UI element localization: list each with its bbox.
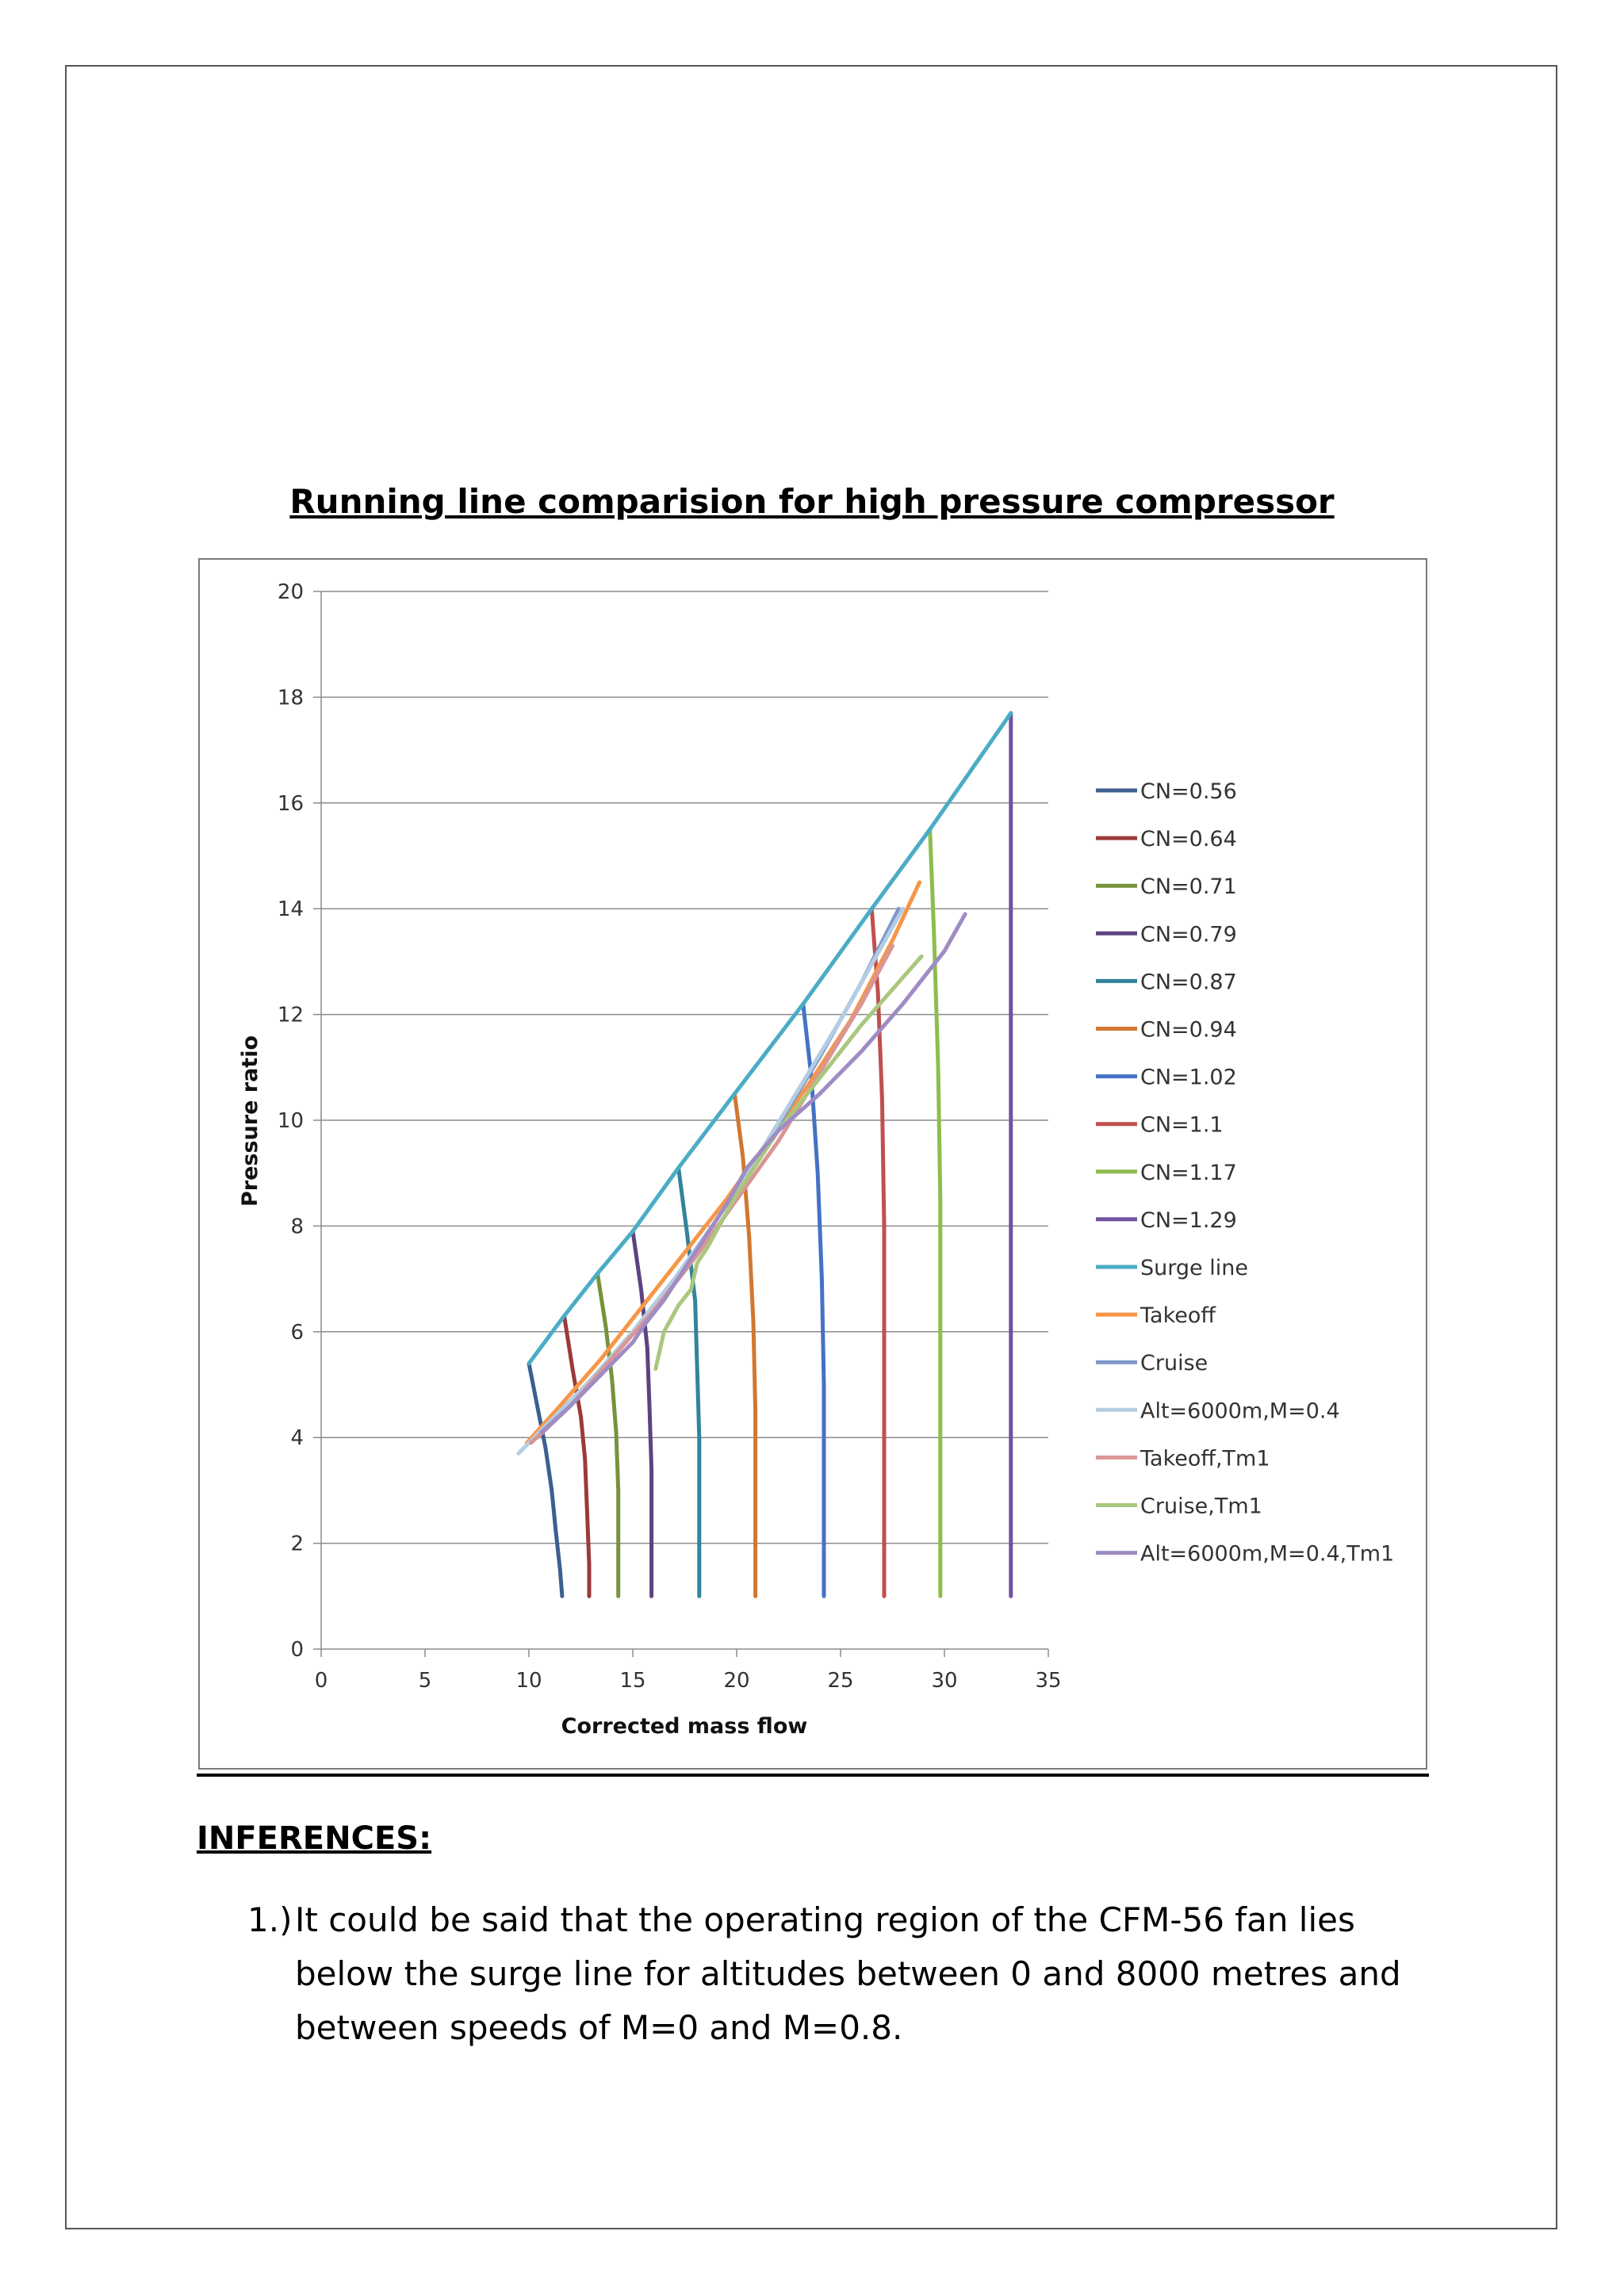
x-tick-label: 0 — [314, 1669, 328, 1693]
x-tick-label: 25 — [827, 1669, 854, 1693]
x-tick-label: 15 — [619, 1669, 646, 1693]
series-line-12 — [527, 882, 919, 1443]
inferences-heading: INFERENCES: — [197, 1820, 432, 1857]
legend-label: CN=0.64 — [1140, 827, 1237, 852]
series-lines — [519, 713, 1011, 1596]
chart-underline — [197, 1774, 1429, 1777]
series-line-9 — [930, 829, 940, 1596]
legend-label: Takeoff,Tm1 — [1140, 1446, 1270, 1471]
legend-label: Alt=6000m,M=0.4,Tm1 — [1140, 1541, 1395, 1567]
y-tick-label: 8 — [290, 1215, 304, 1239]
y-tick-label: 16 — [277, 791, 304, 816]
y-tick-label: 0 — [290, 1638, 304, 1662]
legend-label: CN=1.17 — [1140, 1160, 1237, 1185]
series-line-1 — [529, 1364, 562, 1597]
inference-number: 1.) — [247, 1900, 293, 1939]
legend-label: CN=1.02 — [1140, 1065, 1237, 1090]
legend-label: CN=0.71 — [1140, 874, 1237, 900]
inference-item — [247, 1893, 1437, 2055]
y-tick-label: 6 — [290, 1320, 304, 1345]
x-tick-label: 20 — [723, 1669, 750, 1693]
legend-label: CN=0.79 — [1140, 922, 1237, 947]
y-tick-label: 12 — [277, 1003, 304, 1027]
inference-text: It could be said that the operating region of the CFM-56 fan lies below the surge line for altitudes between 0 and 8000 metres and between speeds of M=0 and M=0.8. — [295, 1900, 1401, 2047]
axes — [278, 580, 1062, 1693]
series-line-4 — [633, 1231, 652, 1596]
legend-label: Alt=6000m,M=0.4 — [1140, 1399, 1340, 1424]
y-tick-label: 20 — [277, 580, 304, 604]
y-axis-title: Pressure ratio — [238, 1035, 262, 1207]
y-tick-label: 2 — [290, 1532, 304, 1556]
legend — [1096, 779, 1394, 1567]
x-axis-title: Corrected mass flow — [561, 1714, 808, 1739]
x-tick-label: 10 — [515, 1669, 542, 1693]
series-line-3 — [598, 1273, 619, 1596]
series-line-14 — [519, 909, 903, 1453]
x-tick-label: 30 — [931, 1669, 958, 1693]
legend-label: Cruise — [1140, 1351, 1208, 1376]
chart-heading: Running line comparision for high pressure compressor — [289, 482, 1335, 521]
y-tick-label: 10 — [277, 1109, 304, 1133]
legend-label: CN=0.56 — [1140, 779, 1237, 804]
y-tick-label: 18 — [277, 686, 304, 710]
legend-label: Surge line — [1140, 1256, 1248, 1280]
legend-label: CN=0.87 — [1140, 970, 1237, 995]
y-tick-label: 14 — [277, 897, 304, 922]
chart-svg — [200, 560, 1426, 1768]
legend-label: Cruise,Tm1 — [1140, 1494, 1262, 1519]
x-tick-label: 5 — [418, 1669, 432, 1693]
series-line-13 — [538, 909, 899, 1437]
legend-label: CN=1.29 — [1140, 1207, 1237, 1233]
x-tick-label: 35 — [1035, 1669, 1062, 1693]
legend-label: CN=0.94 — [1140, 1017, 1237, 1043]
series-line-5 — [679, 1168, 699, 1596]
legend-label: Takeoff — [1140, 1303, 1216, 1329]
y-tick-label: 4 — [290, 1426, 304, 1451]
chart-area — [198, 558, 1427, 1770]
legend-label: CN=1.1 — [1140, 1112, 1224, 1138]
series-line-2 — [565, 1316, 590, 1597]
